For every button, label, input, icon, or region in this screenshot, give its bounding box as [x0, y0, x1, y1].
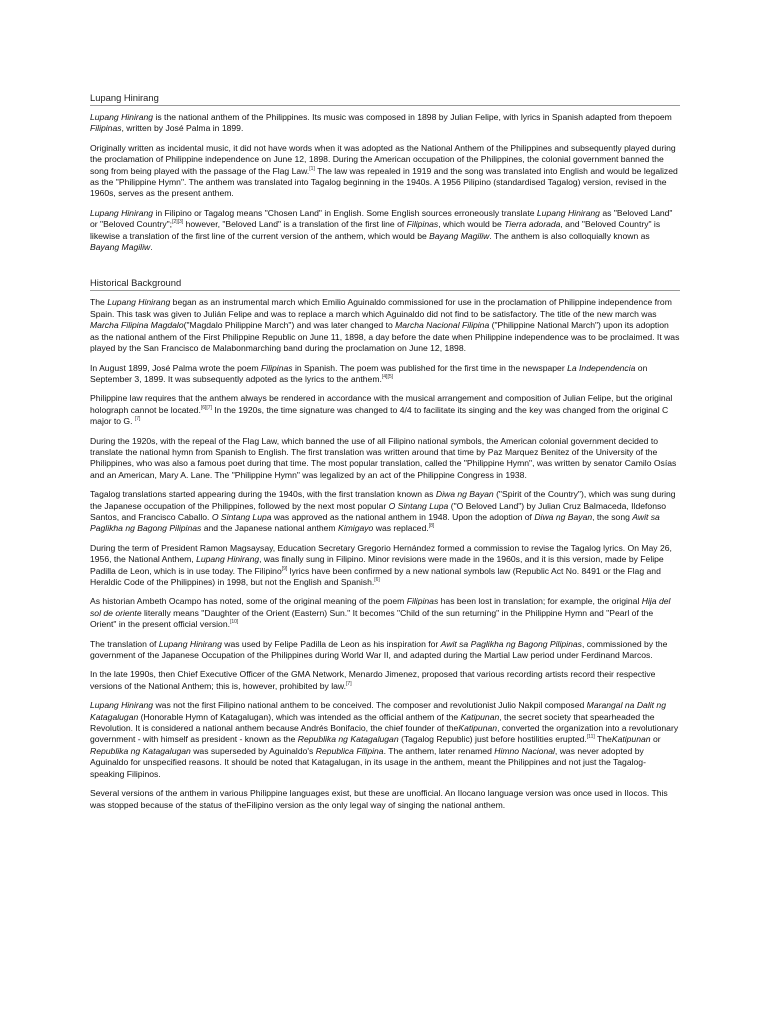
- text-run: .: [150, 242, 153, 253]
- italic-term: Diwa ng Bayan: [534, 511, 593, 522]
- text-run: Several versions of the anthem in various Philippine languages exist, but these are unofficial. An Ilocano language version was once used in Ilocos. This was stopped because of the status of theFilipino version as the only legal way of singing the national anthem.: [90, 788, 668, 810]
- text-run: During the term of President Ramon Magsaysay, Education Secretary Gregorio Hernández formed a commission to revise the Tagalog lyrics. On May 26, 1956, the National Anthem,: [90, 542, 672, 565]
- italic-term: Awit sa Paglikha ng Bagong Pilipinas: [440, 638, 582, 649]
- italic-term: Marcha Nacional Filipina: [395, 320, 490, 331]
- text-run: began as an instrumental march which Emilio Aguinaldo commissioned for use in the proclamation of Philippine independence from Spain. This task was given to Julián Felipe and was to replace a march which Aguinaldo did not find to be satisfactory. The title of the new march was: [90, 297, 672, 319]
- text-run: Originally written as incidental music, it did not have words when it was adopted as the National Anthem of the Philippines and subsequently played during the proclamation of Philippine independence on June 12, 1898. During the American occupation of the Philippines, the colonial government banned the song from being played with the passage of the Flag Law.: [90, 142, 676, 176]
- citation-link[interactable]: [10]: [229, 619, 239, 626]
- text-run: In the late 1990s, then Chief Executive Officer of the GMA Network, Menardo Jimenez, proposed that various recording artists record their respective versions of the National Anthem; this is, however, prohibited by law.: [90, 669, 656, 691]
- italic-term: Marcha Filipina Magdalo: [90, 320, 184, 331]
- paragraph: [90, 700, 680, 780]
- text-run: was superseded by Aguinaldo's: [190, 745, 316, 756]
- italic-term: Lupang Hinirang: [158, 638, 222, 649]
- section-historical-background: [90, 277, 680, 810]
- paragraph: [90, 489, 680, 535]
- italic-term: O Sintang Lupa: [388, 500, 449, 511]
- text-run: , was finally sung in Filipino. Minor revisions were made in the 1960s, and it is this version, made by Felipe Padilla de Leon, which is in use today. The Filipino: [90, 554, 664, 576]
- text-run: was replaced.: [373, 523, 429, 534]
- text-run: ("Magdalo Philippine March") and was later changed to: [183, 320, 396, 331]
- text-run: however, "Beloved Land" is a translation of the first line of: [183, 219, 407, 230]
- italic-term: Filipinas: [90, 123, 122, 134]
- paragraph: [90, 297, 680, 354]
- text-run: on September 3, 1899. It was subsequently adpoted as the lyrics to the anthem.: [90, 362, 648, 384]
- text-run: The: [90, 297, 108, 308]
- italic-term: La Independencia: [567, 362, 636, 373]
- italic-term: Awit sa Paglikha ng Bagong Pilipinas: [90, 511, 660, 534]
- italic-term: O Sintang Lupa: [211, 511, 272, 522]
- section-body: [90, 112, 680, 253]
- italic-term: Filipinas: [406, 219, 439, 230]
- text-run: , the song: [592, 511, 633, 522]
- text-run: Philippine law requires that the anthem always be rendered in accordance with the musical arrangement and composition of Julian Felipe, but the original holograph cannot be located.: [90, 393, 673, 415]
- italic-term: Hija del sol de oriente: [90, 596, 671, 618]
- text-run: and the Japanese national anthem: [201, 523, 338, 534]
- text-run: in Filipino or Tagalog means "Chosen Land" in English. Some English sources erroneously translate: [153, 207, 537, 218]
- citation-link[interactable]: [7]: [134, 416, 141, 423]
- section-heading: Historical Background: [90, 277, 680, 291]
- paragraph: [90, 639, 680, 662]
- paragraph: [90, 143, 680, 200]
- paragraph: [90, 436, 680, 482]
- text-run: was not the first Filipino national anthem to be conceived. The composer and revolutionist Julio Nakpil composed: [153, 700, 587, 711]
- italic-term: Republica Filipina: [315, 745, 384, 756]
- italic-term: Bayang Magiliw: [429, 230, 490, 241]
- italic-term: Katipunan: [458, 723, 498, 734]
- italic-term: Lupang Hinirang: [90, 207, 154, 218]
- paragraph: [90, 112, 680, 135]
- italic-term: Bayang Magiliw: [90, 242, 151, 253]
- text-run: , was never adopted by Aguinaldo for unspecified reasons. It should be noted that Katagalugan, in its usage in the anthem, meant the Philippines and not just the Tagalog-speaking Filipinos.: [90, 745, 646, 779]
- section-lupang-hinirang: [90, 92, 680, 253]
- paragraph: [90, 596, 680, 630]
- text-run: , converted the organization into a revolutionary government - with himself as president - known as the: [90, 723, 679, 745]
- citation-link[interactable]: [11]: [586, 734, 595, 741]
- italic-term: Tierra adorada: [504, 219, 561, 230]
- italic-term: Diwa ng Bayan: [435, 489, 494, 500]
- text-run: . The anthem, later renamed: [383, 745, 495, 756]
- italic-term: Lupang Hinirang: [196, 554, 260, 565]
- text-run: Tagalog translations started appearing during the 1940s, with the first translation known as: [90, 489, 436, 500]
- italic-term: Kimigayo: [337, 523, 374, 534]
- paragraph: [90, 393, 680, 427]
- text-run: ("Spirit of the Country"), which was sung during the Japanese occupation of the Philippines, followed by the next most popular: [90, 489, 676, 511]
- italic-term: Lupang Hinirang: [90, 112, 154, 122]
- citation-link[interactable]: [4][5]: [381, 374, 394, 381]
- text-run: literally means "Daughter of the Orient (Eastern) Sun." It becomes "Child of the sun returning" in the Philippine Hymn and "Pearl of the Orient" in the present official version.: [90, 607, 654, 630]
- italic-term: Katipunan: [611, 734, 651, 745]
- italic-term: Filipinas: [261, 362, 293, 373]
- text-run: was approved as the national anthem in 1948. Upon the adoption of: [271, 511, 535, 522]
- text-run: , which would be: [438, 219, 505, 230]
- section-heading: Lupang Hinirang: [90, 92, 680, 106]
- citation-link[interactable]: [9]: [281, 565, 288, 572]
- italic-term: Lupang Hinirang: [107, 297, 171, 308]
- text-run: The: [594, 734, 612, 745]
- text-run: (Honorable Hymn of Katagalugan), which was intended as the official anthem of the: [138, 711, 461, 722]
- paragraph: [90, 543, 680, 589]
- italic-term: Republika ng Katagalugan: [90, 745, 191, 756]
- paragraph: [90, 363, 680, 386]
- text-run: (Tagalog Republic) just before hostilities erupted.: [398, 734, 587, 745]
- italic-term: Filipinas: [406, 596, 439, 607]
- text-run: As historian Ambeth Ocampo has noted, some of the original meaning of the poem: [90, 596, 407, 607]
- paragraph: [90, 208, 680, 254]
- text-run: has been lost in translation; for example, the original: [438, 596, 642, 607]
- text-run: During the 1920s, with the repeal of the Flag Law, which banned the use of all Filipino national symbols, the American colonial government decided to translate the national hymn from Spanish to English. The first translation was written around that time by Paz Marquez Benitez of the University of the Philippines, who was also a famous poet during that time. The most popular translation, called the "Philippine Hymn", was written by senator Camilo Osías and an American, Mary A. Lane. The "Philippine Hymn" was legalized by an act of the Philippine Congress in 1938.: [90, 435, 677, 480]
- text-run: , the secret society that spearheaded the Revolution. It is considered a national anthem because Andrés Bonifacio, the chief founder of the: [90, 711, 655, 734]
- text-run: , written by José Palma in 1899.: [121, 123, 244, 134]
- text-run: , commissioned by the government of the Japanese Occupation of the Philippines during World War II, and adapted during the Martial Law period under Ferdinand Marcos.: [90, 638, 668, 661]
- text-run: was used by Felipe Padilla de Leon as his inspiration for: [221, 638, 441, 649]
- citation-link[interactable]: [1]: [309, 165, 315, 172]
- citation-link[interactable]: [8]: [428, 523, 435, 530]
- text-run: as "Beloved Land" or "Beloved Country";: [90, 207, 673, 230]
- text-run: , and "Beloved Country" is likewise a translation of the first line of the current version of the anthem, which would be: [90, 219, 661, 241]
- citation-link[interactable]: [2][3]: [172, 219, 184, 226]
- text-run: ("Philippine National March") upon its adoption as the national anthem of the First Philippine Republic on June 11, 1898, a day before the date when Philippine independence was to be proclaimed. It was played by the San Francisco de Malabonmarching band during the proclamation on June 12, 1898.: [90, 320, 680, 354]
- text-run: is the national anthem of the Philippines. Its music was composed in 1898 by Julian Felipe, with lyrics in Spanish adapted from thepoem: [153, 112, 672, 122]
- italic-term: Lupang Hinirang: [536, 207, 600, 218]
- text-run: in Spanish. The poem was published for the first time in the newspaper: [292, 362, 568, 373]
- italic-term: Lupang Hinirang: [90, 700, 154, 711]
- italic-term: Himno Nacional: [494, 745, 555, 756]
- paragraph: [90, 788, 680, 811]
- italic-term: Katipunan: [460, 711, 500, 722]
- italic-term: Marangal na Dalit ng Katagalugan: [90, 700, 666, 722]
- text-run: or: [650, 734, 661, 745]
- citation-link[interactable]: [7]: [346, 680, 352, 687]
- paragraph: [90, 669, 680, 692]
- text-run: The translation of: [90, 638, 159, 649]
- text-run: The law was repealed in 1919 and the song was translated into English and would be legalized as the "Philippine Hymn". The anthem was translated into Tagalog beginning in the 1940s. A 1956 Pilipino (standardised Tagalog) version, revised in the 1960s, serves as the present anthem.: [90, 165, 678, 199]
- text-run: ("O Beloved Land") by Julian Cruz Balmaceda, Ildefonso Santos, and Francisco Caballo.: [90, 500, 667, 522]
- text-run: In the 1920s, the time signature was changed to 4/4 to facilitate its singing and the key was changed from the original C major to G.: [90, 404, 669, 427]
- section-body: [90, 297, 680, 810]
- text-run: . The anthem is also colloquially known as: [489, 230, 650, 241]
- italic-term: Republika ng Katagalugan: [297, 734, 399, 745]
- citation-link[interactable]: [6]: [374, 577, 380, 584]
- text-run: In August 1899, José Palma wrote the poem: [90, 362, 262, 373]
- text-run: lyrics have been confirmed by a new national symbols law (Republic Act No. 8491 or the Flag and Heraldic Code of the Philippines) in 1998, but not the English and Spanish.: [90, 565, 661, 587]
- citation-link[interactable]: [6][7]: [200, 404, 212, 411]
